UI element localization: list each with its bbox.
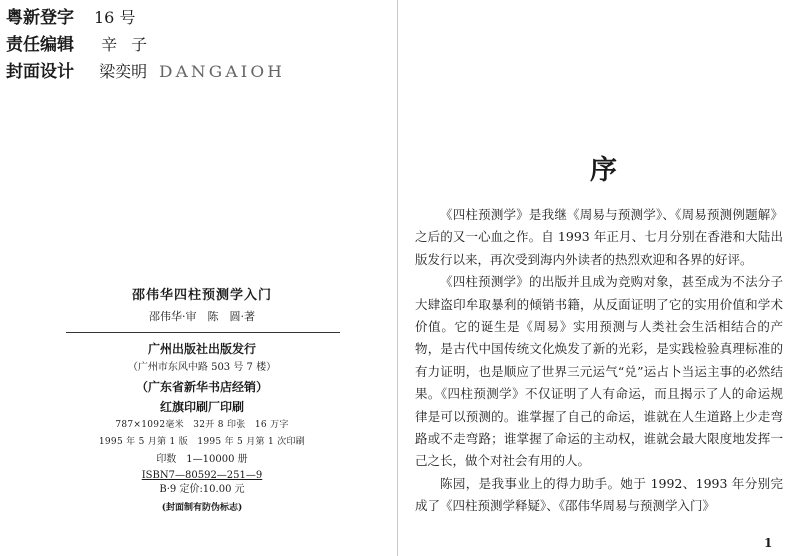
preface-title: 序	[590, 155, 619, 186]
page-number: 1	[764, 536, 773, 550]
distributor: （广东省新华书店经销）	[135, 380, 268, 394]
registration-value: 16 号	[94, 8, 136, 27]
book-title: 邵伟华四柱预测学入门	[131, 288, 272, 303]
registration-line	[6, 4, 282, 31]
designer-mark: DANGAIOH	[159, 62, 286, 81]
editor-label: 责任编辑	[6, 35, 74, 55]
cover-design-line	[6, 58, 286, 85]
book-format: 787×1092毫米 32开 8 印张 16 万字	[115, 420, 289, 430]
publisher-address: （广州市东风中路 503 号 7 楼）	[127, 362, 277, 373]
registration-label: 粤新登字	[6, 8, 74, 28]
editor-name: 辛子	[101, 35, 162, 54]
print-run: 印数 1—10000 册	[156, 454, 248, 465]
anti-counterfeit-note: (封面制有防伪标志)	[161, 503, 243, 513]
preface-paragraph-2: 《四柱预测学》的出版并且成为竞购对象，甚至成为不法分子大肆盗印牟取暴利的倾销书籍，从反面证明了它的实用价值和学术价值。它的诞生是《周易》实用预测与人类社会生活相结合的产物，是古代中国传统文化焕发了新的光彩，是实践检验真理标准的有力证明，也是顺应了世界三元运气“兑”运占卜当运主事的必然结果。《四柱预测学》不仅证明了人有命运，而且揭示了人的命运规律是可以预测的。谁掌握了自己的命运，谁就在人生道路上少走弯路或不走弯路；谁掌握了命运的主动权，谁就会最大限度地发挥一己之长，做个对社会有用的人。	[415, 274, 783, 469]
preface-paragraph-3: 陈园，是我事业上的得力助手。她于 1992、1993 年分别完成了《四柱预测学释疑》、《邵伟华周易与预测学入门》	[415, 475, 783, 514]
price: B·9 定价:10.00 元	[159, 484, 245, 495]
isbn: ISBN7—80592—251—9	[141, 470, 263, 481]
edition-info: 1995 年 5 月第 1 版 1995 年 5 月第 1 次印刷	[98, 437, 306, 447]
page-gutter	[397, 0, 398, 556]
copyright-block	[66, 286, 338, 519]
preface-paragraph-1: 《四柱预测学》是我继《周易与预测学》、《周易预测例题解》之后的又一心血之作。自 1993 年正月、七月分别在香港和大陆出版发行以来，再次受到海内外读者的热烈欢迎和各界的好评。	[415, 207, 783, 267]
cover-design-label: 封面设计	[6, 62, 74, 82]
publisher: 广州出版社出版发行	[147, 342, 256, 356]
printer: 红旗印刷厂印刷	[159, 400, 244, 414]
book-authors: 邵伟华·审 陈 圆·著	[149, 310, 255, 323]
cover-designer-name: 梁奕明	[99, 62, 148, 81]
copyright-rule	[66, 332, 340, 333]
credits-block	[6, 4, 286, 85]
editor-line	[6, 31, 282, 58]
preface-body	[415, 204, 783, 518]
